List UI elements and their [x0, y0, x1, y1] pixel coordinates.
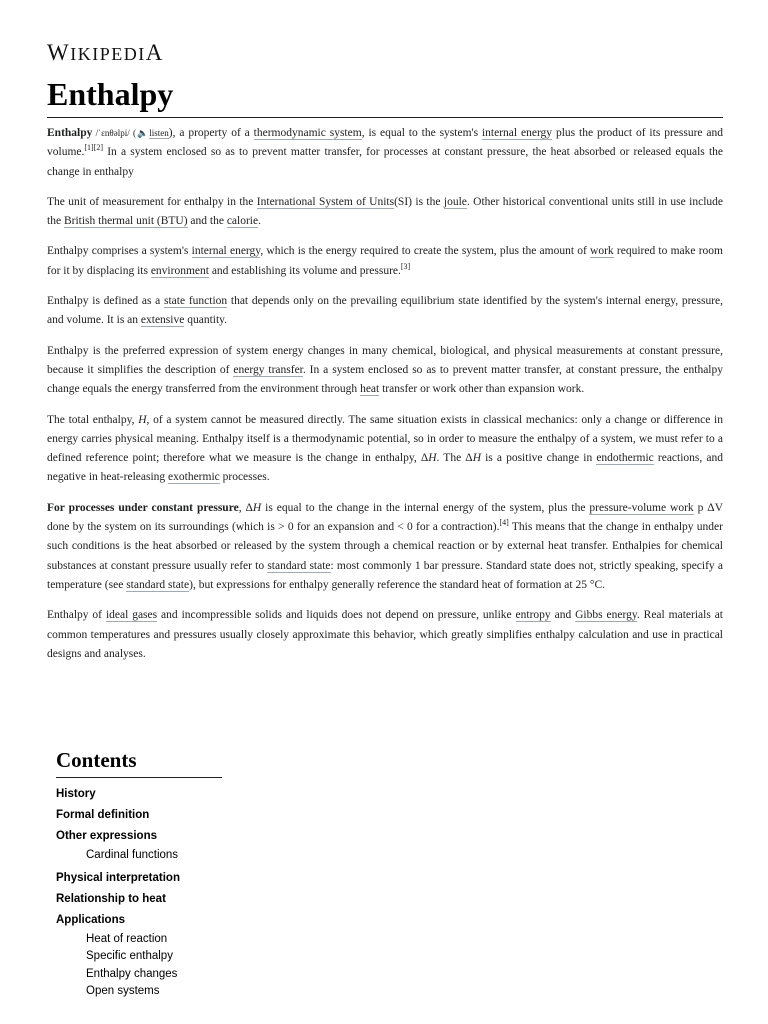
link-internal-energy[interactable]: internal energy	[481, 127, 553, 139]
toc-item-formal-definition[interactable]: Formal definition	[56, 809, 150, 821]
toc-item-other-expressions[interactable]: Other expressions	[56, 830, 157, 842]
link-pressure-volume-work[interactable]: pressure-volume work	[589, 501, 694, 514]
link-extensive[interactable]: extensive	[140, 314, 185, 327]
toc-item-relationship-to-heat[interactable]: Relationship to heat	[56, 892, 166, 905]
toc-item-applications[interactable]: Applications	[56, 913, 126, 926]
article-body	[47, 124, 723, 675]
link-internal-energy-2[interactable]: internal energy	[191, 245, 261, 258]
link-endothermic[interactable]: endothermic	[596, 452, 654, 465]
paragraph-preferred: Enthalpy is the preferred expression of system energy changes in many chemical, biological, and physical measurements at constant pressure, because it simplifies the description of energy transfer. In a system enclosed so as to prevent matter transfer, at constant pressure, the enthalpy change equals the energy transferred from the environment through heat transfer or work other than expansion work.	[47, 344, 723, 396]
wordmark-mid: IKIPEDI	[70, 44, 146, 64]
paragraph-comprises: Enthalpy comprises a system's internal energy, which is the energy required to create the system, plus the amount of work required to make room for it by displacing its environment and establishing its volume and pressure.[3]	[47, 245, 723, 277]
paragraph-units: The unit of measurement for enthalpy in the International System of Units(SI) is the joule. Other historical conventional units still in use include the British thermal unit (BTU) and the calorie.	[47, 195, 723, 228]
reference-link[interactable]: [3]	[400, 261, 411, 271]
toc-subitem-enthalpy-changes[interactable]: Enthalpy changes	[86, 967, 178, 980]
link-entropy[interactable]: entropy	[515, 609, 551, 622]
link-standard-state-2[interactable]: standard state	[126, 578, 190, 591]
paragraph-state-function: Enthalpy is defined as a state function that depends only on the prevailing equilibrium state identified by the system's internal energy, pressure, and volume. It is an extensive quantity.	[47, 295, 724, 327]
paragraph-intro: Enthalpy /ˈɛnθəlpi/ (🔈listen), a property of a thermodynamic system, is equal to the system's internal energy plus the product of its pressure and volume.[1][2] In a system enclosed so as to prevent matter transfer, for processes at constant pressure, the heat absorbed or released equals the change in enthalpy	[47, 127, 724, 178]
link-state-function[interactable]: state function	[164, 295, 228, 308]
toc-list	[56, 784, 256, 1001]
link-ideal-gases[interactable]: ideal gases	[105, 609, 158, 622]
wordmark-last: A	[145, 40, 164, 65]
link-energy-transfer[interactable]: energy transfer	[233, 363, 303, 376]
term-bold: Enthalpy	[47, 127, 93, 139]
wordmark-first: W	[47, 40, 71, 65]
link-exothermic[interactable]: exothermic	[168, 471, 220, 484]
link-work[interactable]: work	[590, 245, 614, 258]
title-divider	[47, 117, 723, 118]
table-of-contents	[56, 748, 256, 1001]
toc-subitem-open-systems[interactable]: Open systems	[86, 985, 160, 997]
speaker-icon[interactable]: 🔈	[136, 128, 150, 138]
toc-item-history[interactable]: History	[56, 788, 96, 800]
toc-item-physical-interpretation[interactable]: Physical interpretation	[56, 871, 180, 884]
toc-subitem-cardinal-functions[interactable]: Cardinal functions	[86, 849, 179, 861]
paragraph-total-enthalpy: The total enthalpy, H, of a system cannot be measured directly. The same situation exists in classical mechanics: only a change or difference in energy carries physical meaning. Enthalpy itself is a thermodynamic potential, so in order to measure the enthalpy of a system, we must refer to a defined reference point; therefore what we measure is the change in enthalpy, ΔH. The ΔH is a positive change in endothermic reactions, and negative in heat-releasing exothermic processes.	[47, 413, 724, 484]
paragraph-constant-pressure: For processes under constant pressure, ΔH is equal to the change in the internal energy of the system, plus the pressure-volume work p ΔV done by the system on its surroundings (which is > 0 for an expansion and < 0 for a contraction).[4] This means that the change in enthalpy under such conditions is the heat absorbed or released by the system through a chemical reaction or by external heat transfer. Enthalpies for chemical substances at constant pressure usually refer to standard state: most commonly 1 bar pressure. Standard state does not, strictly speaking, specify a temperature (see standard state), but expressions for enthalpy generally reference the standard heat of formation at 25 °C.	[47, 501, 723, 591]
toc-subitem-specific-enthalpy[interactable]: Specific enthalpy	[86, 950, 173, 962]
link-calorie[interactable]: calorie	[226, 215, 259, 228]
toc-subitem-heat-of-reaction[interactable]: Heat of reaction	[86, 932, 168, 945]
link-standard-state[interactable]: standard state	[267, 559, 331, 572]
listen-link[interactable]: listen	[149, 128, 169, 138]
link-joule[interactable]: joule	[443, 195, 467, 208]
link-btu[interactable]: British thermal unit (BTU)	[63, 215, 188, 228]
link-environment[interactable]: environment	[150, 264, 209, 277]
wikipedia-wordmark[interactable]	[47, 40, 164, 66]
link-gibbs-energy[interactable]: Gibbs energy	[575, 609, 637, 622]
toc-title: Contents	[56, 748, 222, 778]
paragraph-ideal-gases: Enthalpy of ideal gases and incompressible solids and liquids does not depend on pressure, unlike entropy and Gibbs energy. Real materials at common temperatures and pressures usually closely approximate this behavior, which greatly simplifies enthalpy calculation and use in practical designs and analyses.	[47, 609, 724, 660]
link-si[interactable]: International System of Units	[256, 195, 395, 208]
reference-link[interactable]: [1][2]	[84, 143, 104, 153]
link-heat[interactable]: heat	[360, 383, 380, 396]
reference-link[interactable]: [4]	[499, 518, 509, 528]
link-thermodynamic-system[interactable]: thermodynamic system	[253, 127, 362, 139]
page-title: Enthalpy	[47, 76, 174, 112]
